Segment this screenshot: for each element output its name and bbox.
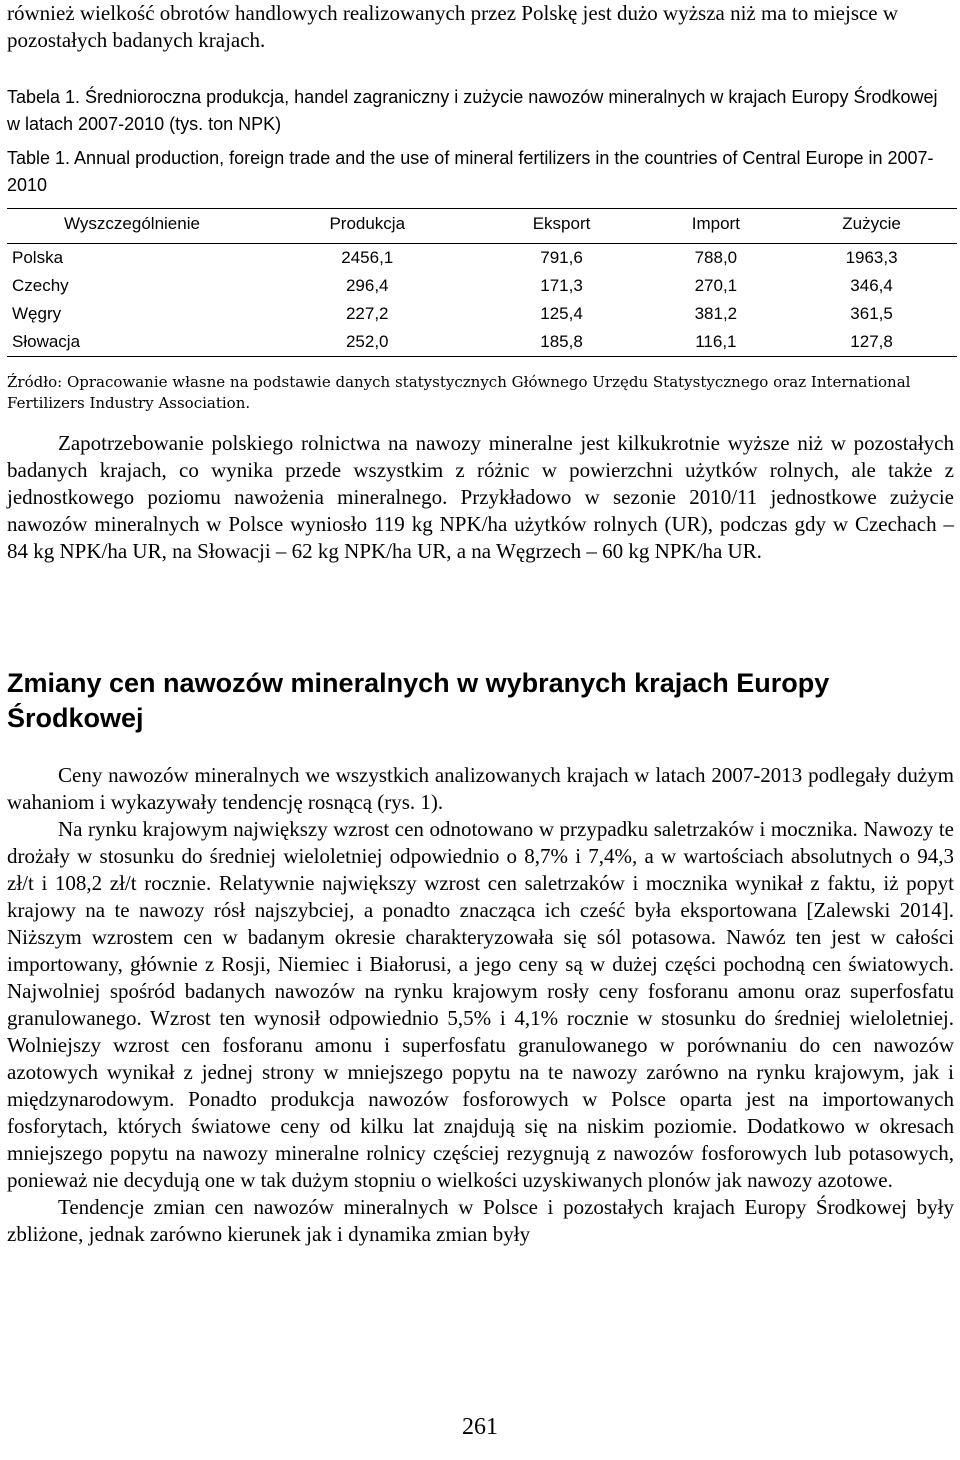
table-cell: 1963,3 xyxy=(845,248,898,267)
header-cell: Zużycie xyxy=(786,209,957,244)
table-cell: 2456,1 xyxy=(341,248,394,267)
body-paragraph-3: Na rynku krajowym największy wzrost cen odnotowano w przypadku saletrzaków i mocznika. Nawozy te drożały w stosunku do średniej wieloletniej odpowiednio o 8,7% i 7,4%, a w wartościach absolutnych o 94,3 zł/t i 108,2 zł/t rocznie. Relatywnie największy wzrost cen saletrzaków i mocznika wynikał z faktu, iż popyt krajowy na te nawozy rósł najszybciej, a ponadto znacząca ich cześć była eksportowana [Zalewski 2014]. Niższym wzrostem cen w badanym okresie charakteryzowała się sól potasowa. Nawóz ten jest w całości importowany, głównie z Rosji, Niemiec i Białorusi, a jego ceny są w dużej części pochodną cen światowych. Najwolniej spośród badanych nawozów na rynku krajowym rosły ceny fosforanu amonu oraz superfosfatu granulowanego. Wzrost ten wynosił odpowiednio 5,5% i 4,1% rocznie w stosunku do średniej wieloletniej. Wolniejszy wzrost cen fosforanu amonu i superfosfatu granulowanego w porównaniu do cen nawozów azotowych wynikał z jednej strony w mniejszego popytu na te nawozy zarówno na rynku krajowym, jak i międzynarodowym. Ponadto produkcja nawozów fosforowych w Polsce oparta jest na importowanych fosforytach, których światowe ceny od kilku lat znajdują się na niskim poziomie. Dodatkowo w okresach mniejszego popytu na nawozy mineralne rolnicy częściej rezygnują z nawozów fosforowych lub potasowych, ponieważ nie decydują one w tak dużym stopniu o wielkości uzyskiwanych plonów jak nawozy azotowe. xyxy=(7,817,954,1192)
table-caption-english: Table 1. Annual production, foreign trade and the use of mineral fertilizers in the countries of Central Europe in 2007-2010 xyxy=(7,148,934,195)
table-header-row xyxy=(7,209,957,244)
table-cell: 116,1 xyxy=(646,328,787,357)
intro-paragraph: również wielkość obrotów handlowych realizowanych przez Polskę jest dużo wyższa niż ma to miejsce w pozostałych badanych krajach. xyxy=(7,1,899,52)
body-paragraph-2: Ceny nawozów mineralnych we wszystkich analizowanych krajach w latach 2007-2013 podlegały dużym wahaniom i wykazywały tendencję rosnącą (rys. 1). xyxy=(7,763,954,814)
table-cell: Słowacja xyxy=(7,328,257,357)
table-cell: 171,3 xyxy=(540,276,583,295)
table-row xyxy=(7,328,957,357)
table-cell: 125,4 xyxy=(540,304,583,323)
table-cell: 127,8 xyxy=(786,328,957,357)
table-cell: 381,2 xyxy=(694,304,738,323)
table-row xyxy=(7,244,957,273)
body-paragraph-4: Tendencje zmian cen nawozów mineralnych w Polsce i pozostałych krajach Europy Środkowej były zbliżone, jednak zarówno kierunek jak i dynamika zmian były xyxy=(7,1195,954,1246)
table-row xyxy=(7,300,957,328)
table-cell: 185,8 xyxy=(478,328,646,357)
table-cell: 791,6 xyxy=(540,248,583,267)
table-cell: Węgry xyxy=(12,304,62,323)
table-caption-polish: Tabela 1. Średnioroczna produkcja, handel zagraniczny i zużycie nawozów mineralnych w krajach Europy Środkowej w latach 2007-2010 (tys. ton NPK) xyxy=(7,87,938,134)
table-cell: 227,2 xyxy=(345,304,389,323)
table-cell: Polska xyxy=(12,248,64,267)
header-cell: Eksport xyxy=(478,209,646,244)
table-cell: 270,1 xyxy=(694,276,738,295)
table-row xyxy=(7,272,957,300)
table-source-note: Źródło: Opracowanie własne na podstawie danych statystycznych Głównego Urzędu Statystycznego oraz International Fertilizers Industry Association. xyxy=(7,373,911,412)
header-cell: Wyszczególnienie xyxy=(7,209,257,244)
table-cell: 346,4 xyxy=(850,276,893,295)
section-heading: Zmiany cen nawozów mineralnych w wybranych krajach Europy Środkowej xyxy=(7,668,830,733)
header-cell: Import xyxy=(646,209,787,244)
header-cell: Produkcja xyxy=(257,209,478,244)
fertilizer-table xyxy=(7,208,957,357)
table-cell: 788,0 xyxy=(694,248,738,267)
table-cell: 252,0 xyxy=(257,328,478,357)
table-cell: 296,4 xyxy=(345,276,389,295)
section-body xyxy=(7,762,954,1248)
table-cell: Czechy xyxy=(12,276,69,295)
table-cell: 361,5 xyxy=(850,304,893,323)
page-number: 261 xyxy=(462,1414,498,1440)
body-paragraph-1: Zapotrzebowanie polskiego rolnictwa na nawozy mineralne jest kilkukrotnie wyższe niż w pozostałych badanych krajach, co wynika przede wszystkim z różnic w powierzchni użytków rolnych, ale także z jednostkowego poziomu nawożenia mineralnego. Przykładowo w sezonie 2010/11 jednostkowe zużycie nawozów mineralnych w Polsce wyniosło 119 kg NPK/ha użytków rolnych (UR), podczas gdy w Czechach – 84 kg NPK/ha UR, na Słowacji – 62 kg NPK/ha UR, a na Węgrzech – 60 kg NPK/ha UR. xyxy=(7,431,954,563)
